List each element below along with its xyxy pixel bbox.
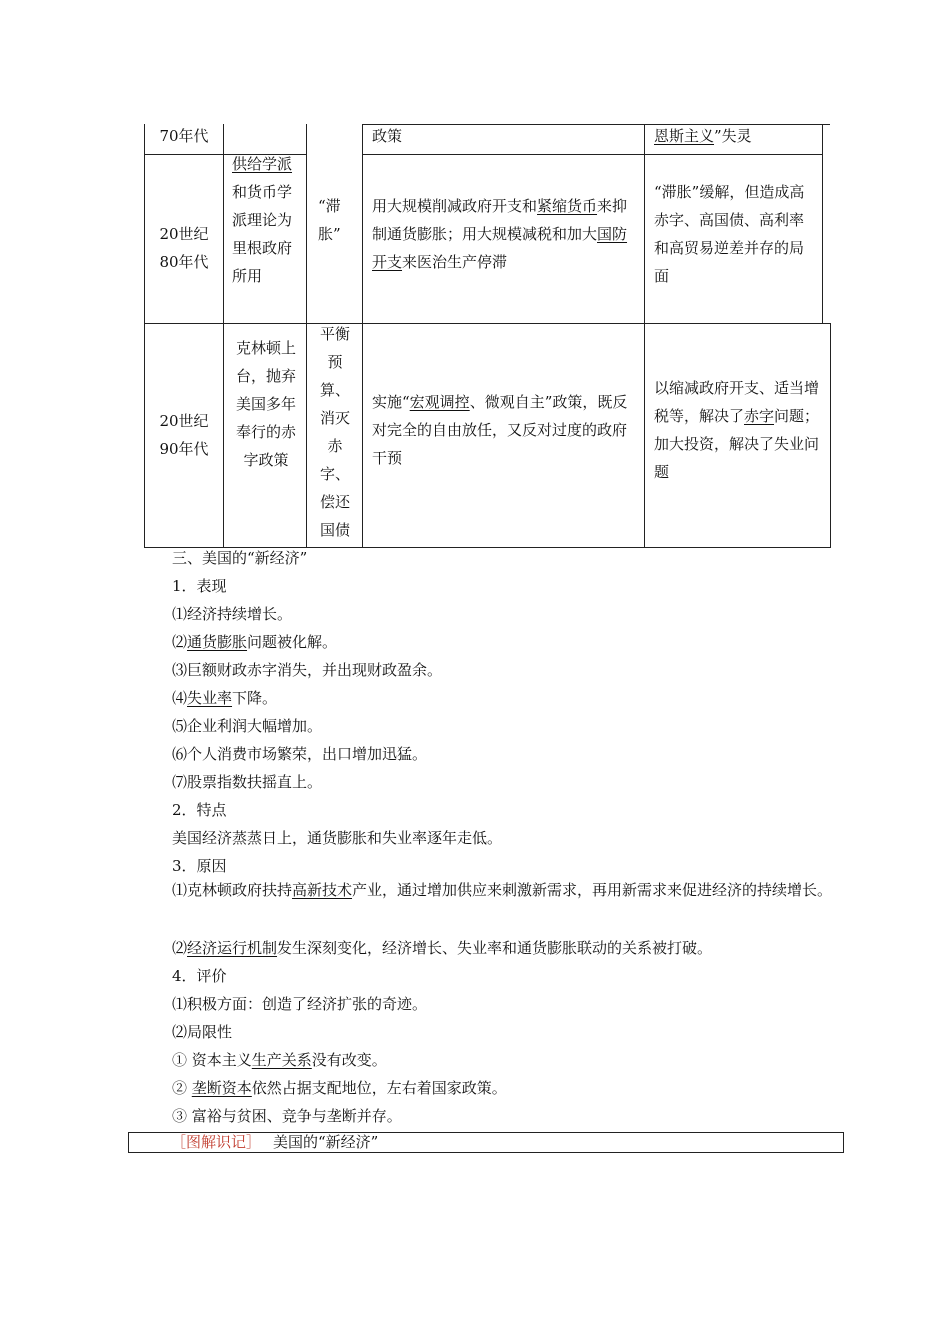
- row90-effect: [654, 374, 824, 486]
- limitation-1-prefix: ① 资本主义: [172, 1051, 252, 1069]
- row90-effect-underlined: 赤字: [744, 407, 775, 425]
- col-line-0: [144, 124, 145, 548]
- col-line-2: [306, 124, 307, 548]
- perf-item-3: ⑶巨额财政赤字消失，并出现财政盈余。: [172, 661, 443, 679]
- limitation-1-rest: 没有改变。: [311, 1051, 387, 1069]
- row80-policy-underlined1: 紧缩货币: [537, 197, 598, 215]
- limitation-2-underlined: 垄断资本: [191, 1079, 252, 1097]
- perf-item-5: ⑸企业利润大幅增加。: [172, 717, 323, 735]
- row80-era-text: 20世纪80年代: [159, 225, 209, 271]
- cause-item-1-underlined: 高新技术: [292, 881, 353, 899]
- row80-policy-part2: 来抑制通货膨胀；用大规模减税和加大: [372, 197, 628, 243]
- perf-item-4-rest: 下降。: [232, 689, 278, 707]
- row70-policy: [372, 122, 640, 150]
- features-text: 美国经济蒸蒸日上，通货膨胀和失业率逐年走低。: [172, 829, 503, 847]
- row90-feature: [318, 320, 352, 544]
- row80-feature: [318, 192, 354, 248]
- limitation-2-prefix: ②: [172, 1079, 192, 1097]
- row80-effect: [654, 178, 814, 290]
- row90-era: [152, 400, 216, 470]
- row70-era-text: 70年代: [159, 127, 209, 145]
- cause-item-1-rest: 产业，通过增加供应来刺激新需求，再用新需求来促进经济的持续增长。: [352, 881, 833, 899]
- row90-effect-part1: 以缩减政府开支、适当增税等，解决了: [654, 379, 820, 425]
- col-line-5-upper: [822, 124, 823, 324]
- cause-item-1-prefix: ⑴克林顿政府扶持: [172, 881, 293, 899]
- row70-effect-rest: ”失灵: [714, 127, 752, 145]
- row90-person: [234, 334, 298, 474]
- eval-positive: ⑴积极方面：创造了经济扩张的奇迹。: [172, 995, 428, 1013]
- perf-item-6: ⑹个人消费市场繁荣，出口增加迅猛。: [172, 745, 428, 763]
- limitation-2: [172, 1078, 507, 1098]
- row90-policy-part1: 实施“: [372, 393, 410, 411]
- perf-item-4: [172, 688, 277, 708]
- cause-item-2: [172, 938, 712, 958]
- row90-person-text: 克林顿上台，抛弃美国多年奉行的赤字政策: [235, 339, 296, 469]
- diagram-memo-tag: ［图解识记］: [171, 1133, 262, 1151]
- col-line-3: [362, 124, 363, 548]
- diagram-memo-title: 美国的“新经济”: [273, 1133, 379, 1151]
- row90-policy-part2: 、微观自主”政策，既反对完全的自由放任，又反对过度的政府干预: [372, 393, 628, 467]
- col-line-5-lower: [830, 323, 831, 548]
- row90-policy-underlined: 宏观调控: [409, 393, 470, 411]
- row90-era-text: 20世纪90年代: [159, 412, 209, 458]
- row80-feature-text: “滞胀”: [318, 197, 341, 243]
- row90-feature-text: 平衡预算、消灭赤字、偿还国债: [319, 325, 350, 539]
- perf-item-2: [172, 632, 337, 652]
- row80-policy-underlined2: 国防开支: [372, 225, 628, 271]
- limitation-2-rest: 依然占据支配地位，左右着国家政策。: [251, 1079, 507, 1097]
- perf-item-2-underlined: 通货膨胀: [187, 633, 248, 651]
- perf-item-7: ⑺股票指数扶摇直上。: [172, 773, 323, 791]
- col-line-1: [223, 124, 224, 548]
- diagram-memo-box: [128, 1132, 844, 1153]
- heading-causes: 3．原因: [172, 857, 227, 875]
- heading-performance: 1．表现: [172, 577, 227, 595]
- perf-item-4-prefix: ⑷: [172, 689, 188, 707]
- perf-item-2-rest: 问题被化解。: [247, 633, 338, 651]
- col-line-4: [644, 124, 645, 548]
- row80-person: [232, 150, 296, 290]
- limitation-3: ③ 富裕与贫困、竞争与垄断并存。: [172, 1107, 402, 1125]
- row-divider-70-80-right: [362, 154, 822, 155]
- row80-policy-part3: 来医治生产停滞: [402, 253, 508, 271]
- limitation-1: [172, 1050, 387, 1070]
- row80-effect-text: “滞胀”缓解，但造成高赤字、高国债、高利率和高贸易逆差并存的局面: [654, 183, 805, 285]
- row80-person-rest: 和货币学派理论为里根政府所用: [232, 183, 293, 285]
- perf-item-4-underlined: 失业率: [187, 689, 233, 707]
- row70-era: [146, 122, 222, 150]
- row90-policy: [372, 388, 634, 472]
- perf-item-1: ⑴经济持续增长。: [172, 605, 293, 623]
- row70-effect: [654, 122, 820, 150]
- row-divider-80-90: [144, 323, 830, 324]
- row70-effect-underlined: 恩斯主义: [654, 127, 715, 145]
- cause-item-2-prefix: ⑵: [172, 939, 188, 957]
- heading-evaluation: 4．评价: [172, 967, 227, 985]
- heading-features: 2．特点: [172, 801, 227, 819]
- eval-limitations: ⑵局限性: [172, 1023, 233, 1041]
- row80-era: [152, 206, 216, 290]
- row80-policy-part1: 用大规模削减政府开支和: [372, 197, 538, 215]
- perf-item-2-prefix: ⑵: [172, 633, 188, 651]
- section3-title: 三、美国的“新经济”: [172, 549, 308, 567]
- cause-item-2-underlined: 经济运行机制: [187, 939, 278, 957]
- row90-effect-part2: 问题；加大投资，解决了失业问题: [654, 407, 820, 481]
- limitation-1-underlined: 生产关系: [251, 1051, 312, 1069]
- cause-item-2-rest: 发生深刻变化，经济增长、失业率和通货膨胀联动的关系被打破。: [277, 939, 713, 957]
- row80-person-underlined: 供给学派: [232, 155, 293, 173]
- cause-item-1: [137, 876, 837, 904]
- row70-policy-text: 政策: [372, 127, 403, 145]
- row80-policy: [372, 192, 634, 276]
